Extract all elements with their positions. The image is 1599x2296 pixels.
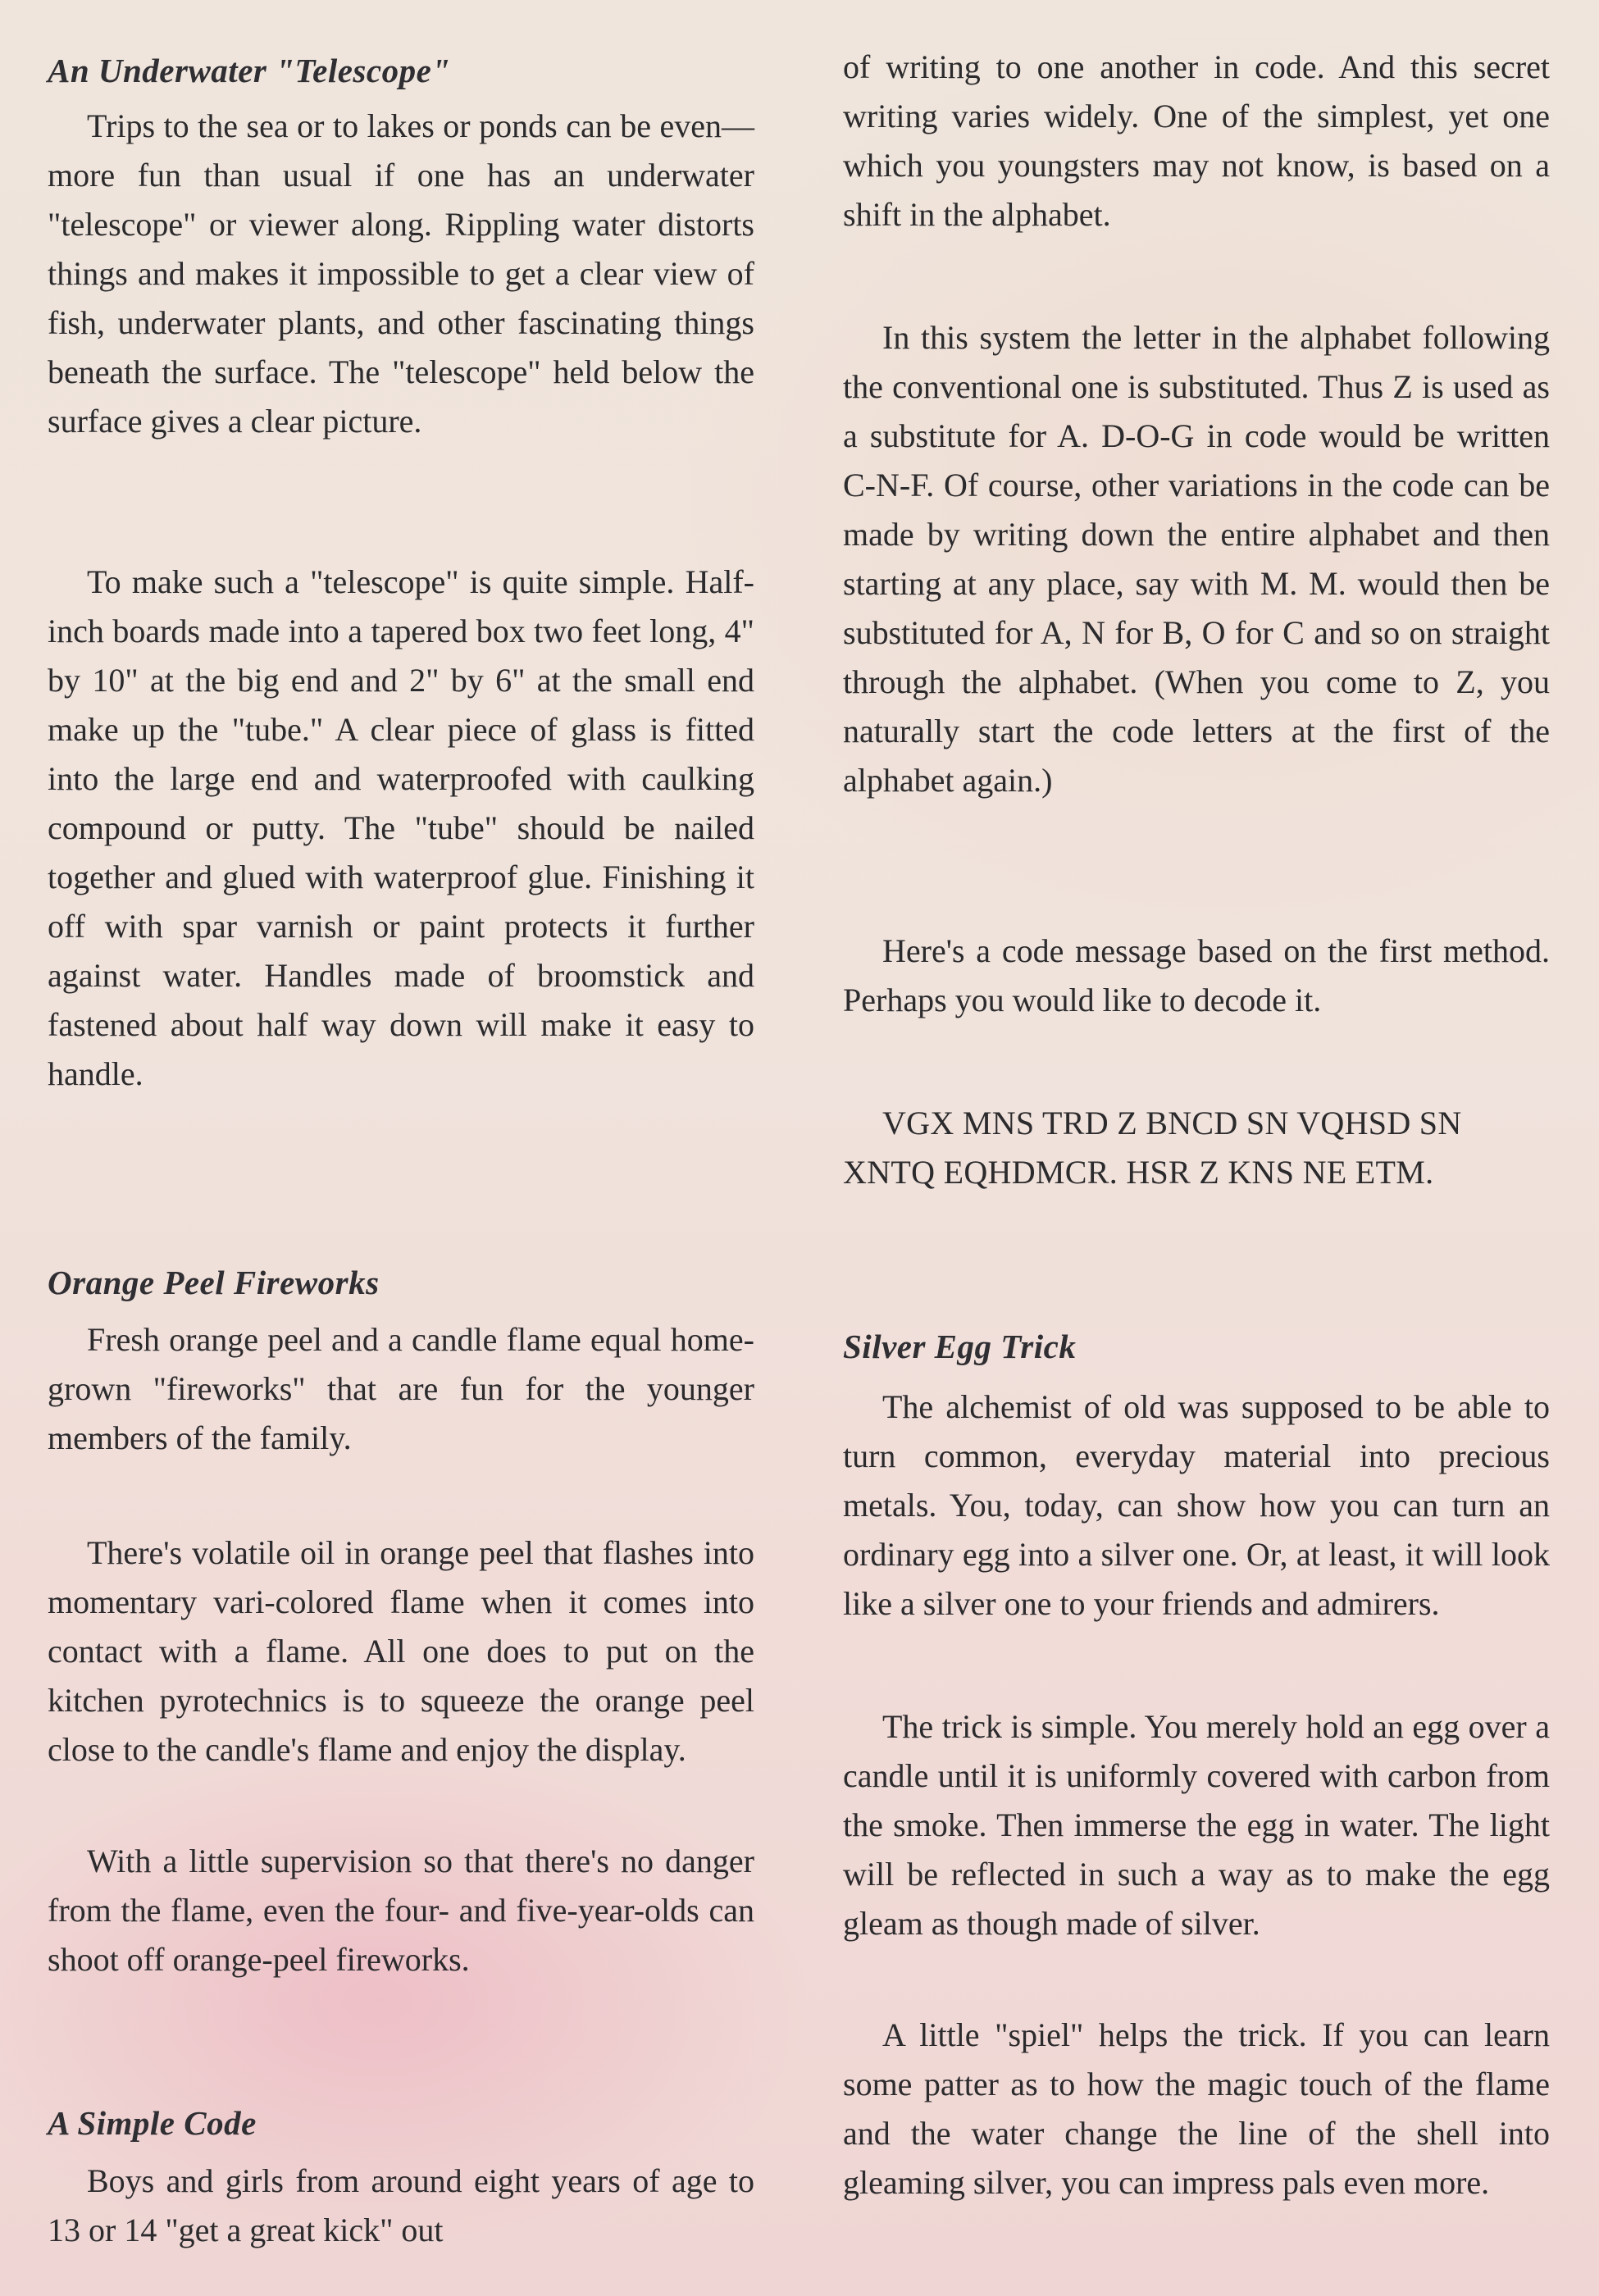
code-paragraph-system: In this system the letter in the alphabet following the conventional one is substituted. Thus Z is used as a substitute for A. D-O-G in code would be written C-N-F. Of course, other variations in the code can be made by writing down the entire alphabet and then starting at any place, say with M. M. would then be substituted for A, N for B, O for C and so on straight through the alphabet. (When you come to Z, you naturally start the code letters at the first of the alphabet again.) (843, 319, 1550, 799)
code-paragraph-continued: of writing to one another in code. And this secret writing varies widely. One of the simplest, yet one which you youngsters may not know, is based on a shift in the alphabet. (843, 48, 1550, 233)
telescope-paragraph-2: To make such a "telescope" is quite simple. Half-inch boards made into a tapered box two feet long, 4" by 10" at the big end and 2" by 6" at the small end make up the "tube." A clear piece of glass is fitted into the large end and waterproofed with caulking compound or putty. The "tube" should be nailed together and glued with waterproof glue. Finishing it off with spar varnish or paint protects it further against water. Handles made of broomstick and fastened about half way down will make it easy to handle. (48, 563, 754, 1092)
code-paragraph-message-intro: Here's a code message based on the first method. Perhaps you would like to decode it. (843, 932, 1550, 1018)
egg-paragraph-1: The alchemist of old was supposed to be able to turn common, everyday material into precious metals. You, today, can show how you can turn an ordinary egg into a silver one. Or, at least, it will look like a silver one to your friends and admirers. (843, 1388, 1550, 1622)
fireworks-paragraph-3: With a little supervision so that there's no danger from the flame, even the four- and five-year-olds can shoot off orange-peel fireworks. (48, 1843, 754, 1978)
heading-orange-peel-fireworks: Orange Peel Fireworks (48, 1264, 380, 1301)
telescope-paragraph-1: Trips to the sea or to lakes or ponds can be even— more fun than usual if one has an underwater "telescope" or viewer along. Rippling water distorts things and makes it impossible to get a clear view of fish, underwater plants, and other fascinating things beneath the surface. The "telescope" held below the surface gives a clear picture. (48, 107, 754, 440)
code-message: VGX MNS TRD Z BNCD SN VQHSD SN XNTQ EQHDMCR. HSR Z KNS NE ETM. (843, 1105, 1462, 1191)
heading-underwater-telescope: An Underwater "Telescope" (48, 52, 451, 89)
code-paragraph-1: Boys and girls from around eight years of age to 13 or 14 "get a great kick" out (48, 2162, 754, 2248)
heading-simple-code: A Simple Code (48, 2104, 257, 2142)
fireworks-paragraph-2: There's volatile oil in orange peel that flashes into momentary vari-colored flame when it comes into contact with a flame. All one does to put on the kitchen pyrotechnics is to squeeze the orange peel close to the candle's flame and enjoy the display. (48, 1534, 754, 1768)
egg-paragraph-2: The trick is simple. You merely hold an egg over a candle until it is uniformly covered with carbon from the smoke. Then immerse the egg in water. The light will be reflected in such a way as to make the egg gleam as though made of silver. (843, 1708, 1550, 1942)
egg-paragraph-3: A little "spiel" helps the trick. If you can learn some patter as to how the magic touch of the flame and the water change the line of the shell into gleaming silver, you can impress pals even more. (843, 2016, 1550, 2201)
fireworks-paragraph-1: Fresh orange peel and a candle flame equal home-grown "fireworks" that are fun for the younger members of the family. (48, 1321, 754, 1456)
heading-silver-egg-trick: Silver Egg Trick (843, 1328, 1077, 1365)
